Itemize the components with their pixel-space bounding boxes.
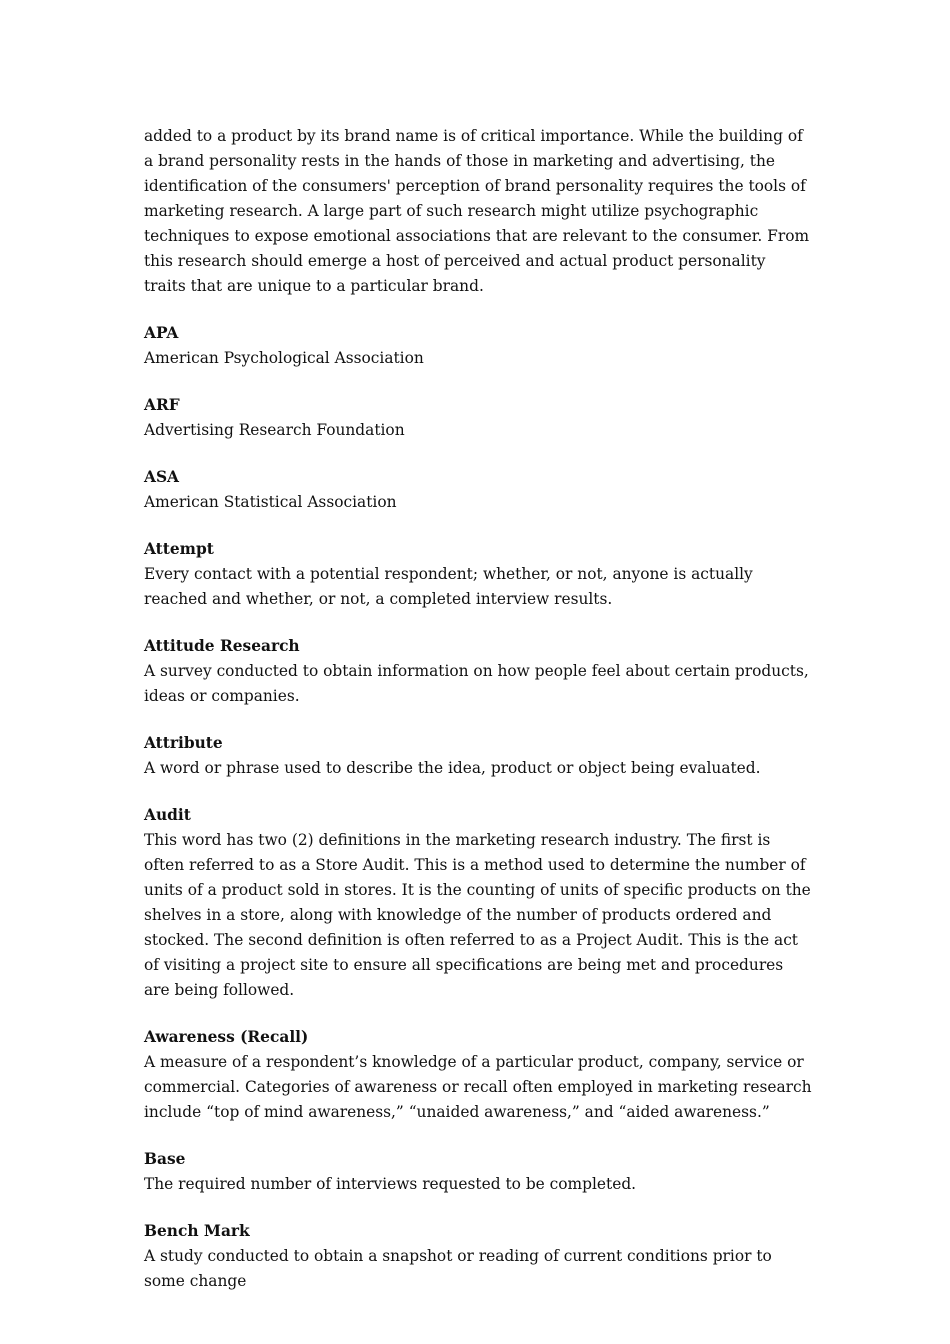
entry-definition: A measure of a respondent’s knowledge of a particular product, company, service or commercial. Categories of awareness or recall often employed in marketing research include “top of mind awareness,” “unaided awareness,” and “aided awareness.” [144,1053,812,1121]
glossary-entry-bench-mark [144,1219,812,1294]
entry-definition: This word has two (2) definitions in the marketing research industry. The first is often referred to as a Store Audit. This is a method used to determine the number of units of a product sold in stores. It is the counting of units of specific products on the shelves in a store, along with knowledge of the number of products ordered and stocked. The second definition is often referred to as a Project Audit. This is the act of visiting a project site to ensure all specifications are being met and procedures are being followed. [144,831,811,999]
entry-definition: American Psychological Association [144,349,424,367]
entry-definition: Every contact with a potential respondent; whether, or not, anyone is actually reached and whether, or not, a completed interview results. [144,565,753,608]
entry-term: Base [144,1150,186,1168]
document-page [144,124,812,1294]
entry-term: Audit [144,806,191,824]
glossary-entry-attempt [144,537,812,612]
glossary-entry-apa [144,321,812,371]
entry-term: Attribute [144,734,223,752]
entry-term: Bench Mark [144,1222,250,1240]
glossary-entry-audit [144,803,812,1003]
glossary-entry-attitude-research [144,634,812,709]
entry-term: ARF [144,396,180,414]
entry-term: Attempt [144,540,214,558]
entry-definition: A word or phrase used to describe the idea, product or object being evaluated. [144,759,761,777]
entry-definition: A study conducted to obtain a snapshot or reading of current conditions prior to some change [144,1247,772,1290]
glossary-entry-arf [144,393,812,443]
entry-definition: The required number of interviews requested to be completed. [144,1175,637,1193]
glossary-entry-base [144,1147,812,1197]
glossary-entry-asa [144,465,812,515]
entry-definition: A survey conducted to obtain information on how people feel about certain products, ideas or companies. [144,662,809,705]
intro-paragraph: added to a product by its brand name is of critical importance. While the building of a brand personality rests in the hands of those in marketing and advertising, the identification of the consumers' perception of brand personality requires the tools of marketing research. A large part of such research might utilize psychographic techniques to expose emotional associations that are relevant to the consumer. From this research should emerge a host of perceived and actual product personality traits that are unique to a particular brand. [144,127,810,295]
glossary-entry-awareness [144,1025,812,1125]
entry-term: Attitude Research [144,637,300,655]
glossary-entry-attribute [144,731,812,781]
entry-term: ASA [144,468,179,486]
entry-term: Awareness (Recall) [144,1028,309,1046]
entry-definition: American Statistical Association [144,493,397,511]
entry-definition: Advertising Research Foundation [144,421,405,439]
entry-term: APA [144,324,179,342]
